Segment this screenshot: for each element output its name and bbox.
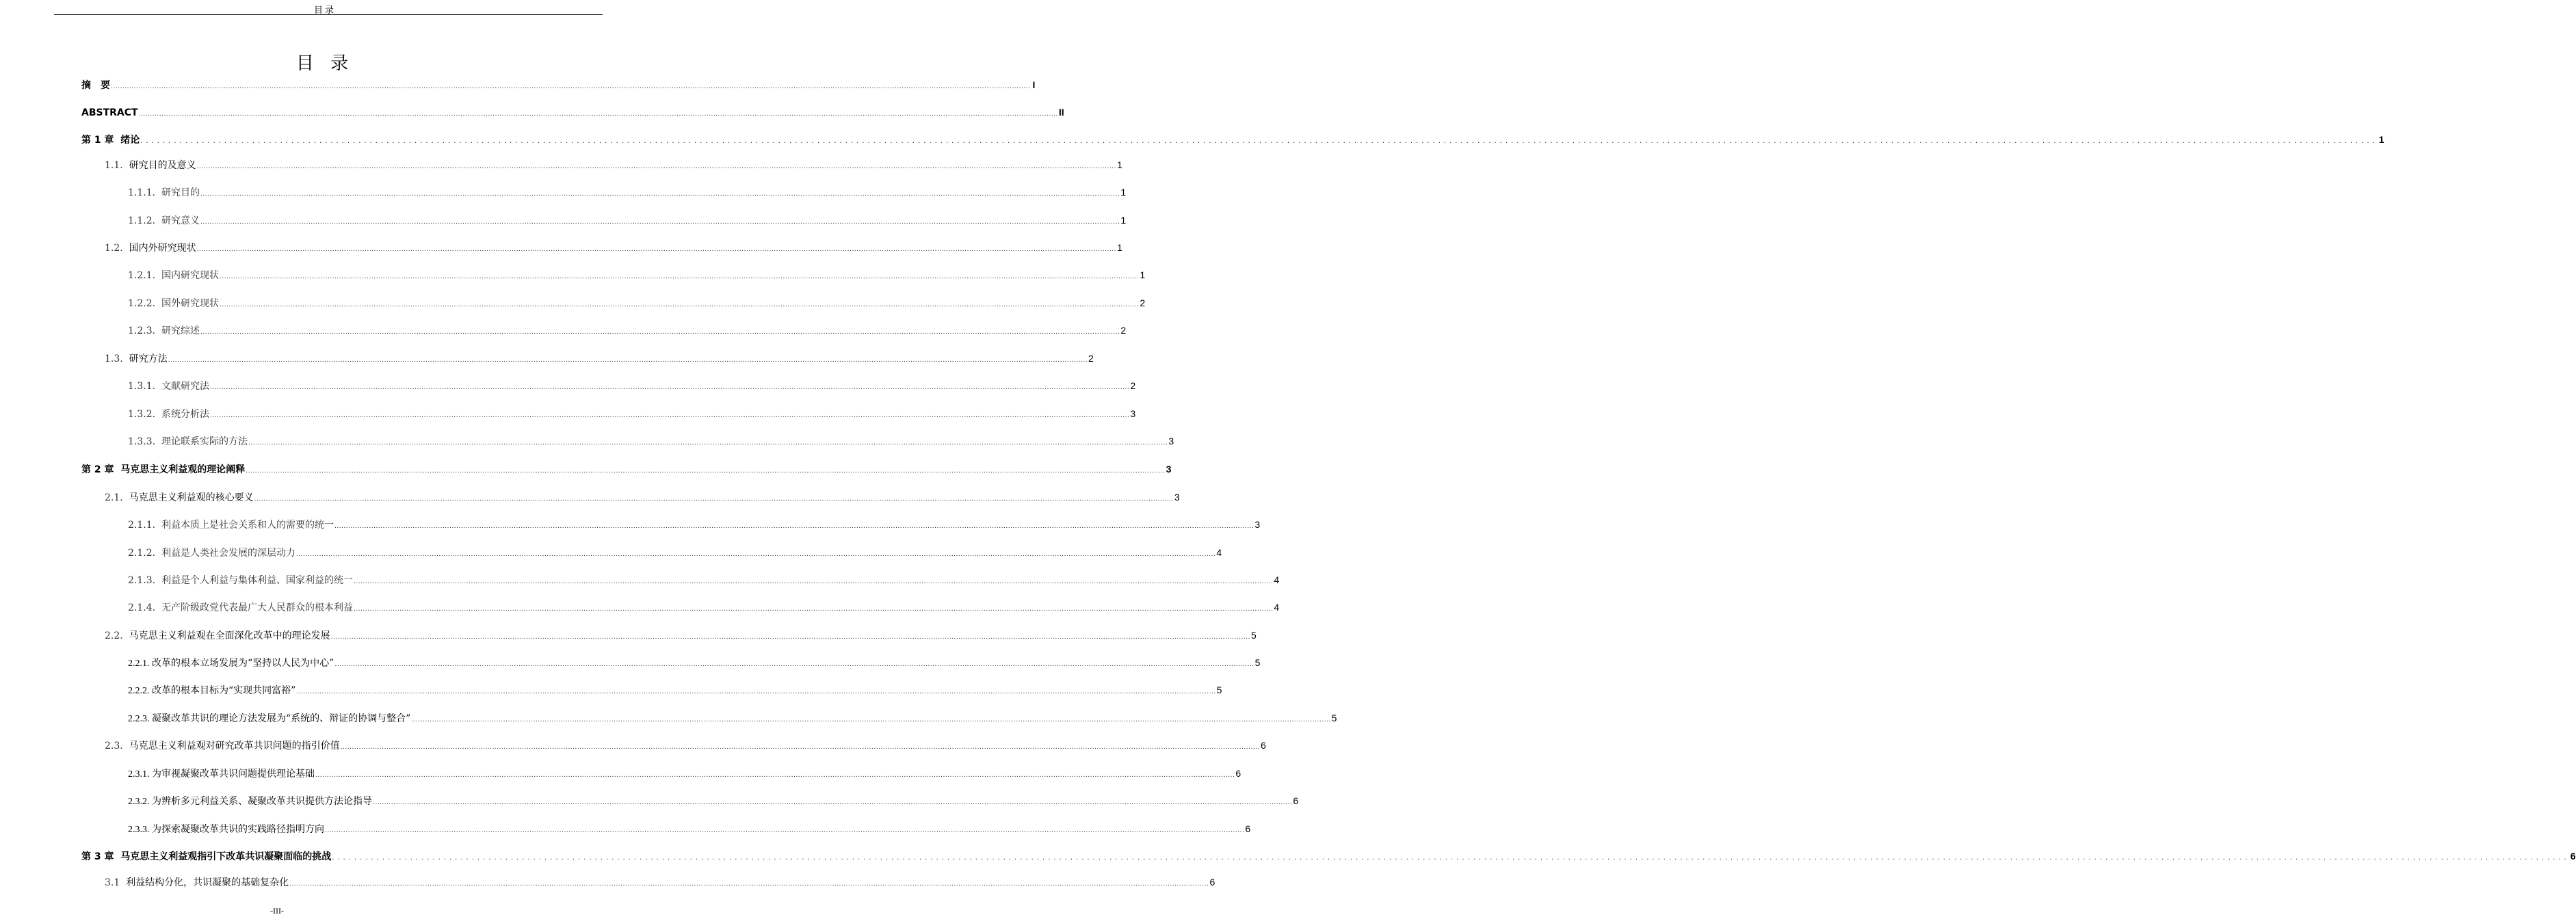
toc-entry-page: 1 [1140, 269, 1146, 280]
toc-entry-number: 1.3.2. [128, 409, 161, 420]
toc-entry-number: 1.3.1. [128, 381, 161, 392]
toc-entry[interactable] [0, 682, 1222, 697]
toc-entry[interactable] [0, 185, 1127, 200]
toc-entry[interactable] [0, 378, 1136, 393]
toc-entry-page: 3 [1166, 464, 1172, 475]
toc-dot-leader: ................................................................................................................................................................................................................................................................................................................................................................................................................ [325, 827, 1245, 834]
toc-dot-leader: ................................................................................................................................................................................................................................................................................................................................................................................................................ [334, 661, 1254, 668]
toc-entry-page: 3 [1174, 492, 1180, 503]
toc-entry-title: 系统分析法 [161, 409, 209, 420]
toc-dot-leader: ................................................................................................................................................................................................................................................................................................................................................................................................................ [332, 854, 2570, 862]
toc-entry-number: 2.1.1. [128, 520, 161, 531]
toc-entry-number: 第 1 章 [81, 135, 121, 146]
toc-dot-leader: ................................................................................................................................................................................................................................................................................................................................................................................................................ [111, 83, 1031, 90]
toc-dot-leader: ................................................................................................................................................................................................................................................................................................................................................................................................................ [353, 578, 1274, 585]
toc-entry-title: 无产阶级政党代表最广大人民群众的根本利益 [161, 602, 353, 613]
toc-entry[interactable] [0, 849, 2576, 864]
toc-entry-title: 马克思主义利益观的理论阐释 [120, 464, 246, 475]
toc-entry[interactable] [0, 821, 1251, 836]
toc-entry-title: 研究目的 [161, 187, 200, 198]
toc-entry-title: 马克思主义利益观对研究改革共识问题的指引价值 [129, 741, 340, 751]
toc-entry-title: 改革的根本目标为“实现共同富裕” [152, 685, 296, 696]
toc-entry[interactable] [0, 655, 1261, 670]
toc-entry[interactable] [0, 213, 1127, 228]
toc-entry-title: 利益结构分化，共识凝聚的基础复杂化 [126, 877, 289, 888]
toc-entry-title: 研究目的及意义 [129, 160, 196, 171]
toc-entry[interactable] [0, 105, 1064, 120]
toc-entry[interactable] [0, 267, 1146, 282]
toc-entry-title: 改革的根本立场发展为“坚持以人民为中心” [152, 658, 334, 669]
toc-entry[interactable] [0, 572, 1280, 587]
toc-entry-number: 1.1. [105, 160, 129, 171]
toc-dot-leader: ................................................................................................................................................................................................................................................................................................................................................................................................................ [219, 302, 1140, 308]
toc-entry-number: 2.1.3. [128, 575, 161, 586]
toc-entry-number: 2.1.4. [128, 602, 161, 613]
toc-entry-number: 1.3. [105, 354, 129, 364]
toc-entry[interactable] [0, 600, 1280, 615]
toc-entry-title: 研究意义 [161, 215, 200, 226]
toc-entry-page: 5 [1250, 630, 1257, 641]
toc-dot-leader: ................................................................................................................................................................................................................................................................................................................................................................................................................ [254, 496, 1174, 503]
toc-entry-page: 1 [1116, 242, 1122, 253]
toc-entry[interactable] [0, 132, 2384, 147]
toc-entry-title: 理论联系实际的方法 [161, 436, 248, 447]
toc-entry-number: 2.1. [105, 492, 129, 503]
toc-dot-leader: ................................................................................................................................................................................................................................................................................................................................................................................................................ [200, 329, 1120, 336]
toc-entry-number: 2.3.1. [128, 769, 152, 780]
toc-entry-number: 1.1.2. [128, 215, 161, 226]
toc-entry-page: 6 [1260, 740, 1266, 751]
toc-entry-title: 国内研究现状 [161, 270, 219, 281]
toc-entry[interactable] [0, 517, 1261, 532]
toc-entry-page: 2 [1130, 380, 1136, 391]
toc-entry-page: 4 [1274, 574, 1280, 585]
toc-entry[interactable] [0, 766, 1241, 781]
toc-entry[interactable] [0, 710, 1337, 725]
toc-dot-leader: ................................................................................................................................................................................................................................................................................................................................................................................................................ [200, 191, 1120, 198]
toc-entry-number: 第 2 章 [81, 464, 121, 475]
toc-entry-page: 3 [1130, 408, 1136, 419]
toc-dot-leader: ................................................................................................................................................................................................................................................................................................................................................................................................................ [334, 523, 1254, 530]
toc-entry-title: 摘 要 [81, 80, 110, 91]
toc-dot-leader: ................................................................................................................................................................................................................................................................................................................................................................................................................ [296, 689, 1216, 695]
toc-entry-title: 为探索凝聚改革共识的实践路径指明方向 [152, 824, 324, 835]
toc-dot-leader: ................................................................................................................................................................................................................................................................................................................................................................................................................ [140, 137, 2378, 145]
toc-dot-leader: ................................................................................................................................................................................................................................................................................................................................................................................................................ [411, 717, 1331, 723]
toc-entry[interactable] [0, 738, 1266, 753]
toc-entry-number: 1.3.3. [128, 436, 161, 447]
toc-entry-page: 4 [1274, 602, 1280, 613]
toc-entry[interactable] [0, 793, 1299, 808]
toc-entry-page: 3 [1168, 436, 1174, 447]
toc-entry-page: 4 [1216, 547, 1222, 558]
toc-entry-page: 2 [1120, 325, 1127, 336]
toc-entry-number: 2.3.2. [128, 797, 152, 807]
toc-entry-title: 马克思主义利益观在全面深化改革中的理论发展 [129, 630, 330, 641]
toc-entry-title: 国外研究现状 [161, 298, 219, 309]
toc-entry-number: 第 3 章 [81, 851, 121, 862]
toc-entry-title: 绪论 [120, 135, 140, 146]
toc-entry-page: 5 [1331, 712, 1337, 723]
toc-entry-title: 凝聚改革共识的理论方法发展为“系统的、辩证的协调与整合” [152, 713, 411, 724]
toc-entry[interactable] [0, 462, 1172, 477]
toc-dot-leader: ................................................................................................................................................................................................................................................................................................................................................................................................................ [209, 384, 1130, 391]
toc-entry[interactable] [0, 545, 1222, 560]
toc-entry[interactable] [0, 240, 1122, 255]
toc-entry-title: 研究综述 [161, 325, 200, 336]
toc-dot-leader: ................................................................................................................................................................................................................................................................................................................................................................................................................ [196, 246, 1116, 253]
toc-dot-leader: ................................................................................................................................................................................................................................................................................................................................................................................................................ [248, 440, 1168, 447]
toc-dot-leader: ................................................................................................................................................................................................................................................................................................................................................................................................................ [246, 468, 1166, 475]
toc-entry-page: 1 [2378, 134, 2384, 145]
toc-entry[interactable] [0, 323, 1127, 338]
toc-entry-number: 2.3. [105, 741, 129, 751]
toc-entry-page: 6 [1245, 823, 1251, 834]
toc-entry-number: 1.2.2. [128, 298, 161, 309]
toc-entry-page: 6 [1209, 877, 1215, 888]
toc-entry-page: 2 [1140, 297, 1146, 308]
toc-entry-title: 文献研究法 [161, 381, 209, 392]
toc-entry-page: 6 [2570, 851, 2576, 862]
toc-entry-number: 2.3.3. [128, 825, 152, 835]
toc-entry-title: 利益本质上是社会关系和人的需要的统一 [161, 520, 334, 531]
page-number-footer: -III- [270, 906, 284, 916]
toc-title: 目 录 [295, 53, 354, 74]
toc-entry-title: 国内外研究现状 [129, 243, 196, 254]
toc-entry-title: ABSTRACT [81, 107, 138, 118]
toc-dot-leader: ................................................................................................................................................................................................................................................................................................................................................................................................................ [373, 799, 1293, 806]
toc-dot-leader: ................................................................................................................................................................................................................................................................................................................................................................................................................ [209, 412, 1130, 419]
toc-dot-leader: ................................................................................................................................................................................................................................................................................................................................................................................................................ [330, 634, 1250, 641]
toc-entry[interactable] [0, 628, 1257, 643]
toc-entry-title: 为审视凝聚改革共识问题提供理论基础 [152, 769, 315, 780]
toc-entry-title: 马克思主义利益观的核心要义 [129, 492, 254, 503]
toc-dot-leader: ................................................................................................................................................................................................................................................................................................................................................................................................................ [219, 274, 1140, 280]
toc-entry-page: 1 [1120, 215, 1127, 226]
toc-dot-leader: ................................................................................................................................................................................................................................................................................................................................................................................................................ [340, 744, 1260, 751]
toc-entry-page: 6 [1293, 795, 1299, 806]
toc-entry-page: 3 [1254, 519, 1261, 530]
toc-entry[interactable] [0, 434, 1174, 449]
toc-entry-title: 利益是人类社会发展的深层动力 [161, 548, 295, 559]
toc-entry-title: 利益是个人利益与集体利益、国家利益的统一 [161, 575, 353, 586]
toc-entry-page: I [1032, 79, 1036, 90]
toc-entry-page: 6 [1235, 768, 1241, 779]
toc-dot-leader: ................................................................................................................................................................................................................................................................................................................................................................................................................ [138, 111, 1058, 118]
toc-entry-number: 2.2.1. [128, 658, 152, 669]
toc-dot-leader: ................................................................................................................................................................................................................................................................................................................................................................................................................ [168, 357, 1088, 364]
toc-entry-page: II [1058, 107, 1064, 118]
toc-entry[interactable] [0, 77, 1036, 92]
toc-entry-number: 1.1.1. [128, 187, 161, 198]
toc-entry-number: 2.2.3. [128, 714, 152, 724]
toc-dot-leader: ................................................................................................................................................................................................................................................................................................................................................................................................................ [196, 163, 1116, 170]
toc-entry-number: 1.2.3. [128, 325, 161, 336]
toc-entry-number: 2.2.2. [128, 686, 152, 696]
toc-dot-leader: ................................................................................................................................................................................................................................................................................................................................................................................................................ [295, 551, 1216, 558]
toc-entry-title: 马克思主义利益观指引下改革共识凝聚面临的挑战 [120, 851, 332, 862]
toc-entry[interactable] [0, 295, 1146, 310]
toc-dot-leader: ................................................................................................................................................................................................................................................................................................................................................................................................................ [315, 772, 1235, 779]
toc-entry-number: 1.2. [105, 243, 129, 254]
toc-entry-number: 3.1 [105, 877, 127, 888]
toc-entry[interactable] [0, 157, 1122, 172]
toc-entry-number: 2.2. [105, 630, 129, 641]
toc-entry-page: 1 [1120, 187, 1127, 198]
toc-entry-number: 1.2.1. [128, 270, 161, 281]
toc-entry-number: 2.1.2. [128, 548, 161, 559]
running-header: 目录 [313, 5, 336, 16]
toc-entry-page: 2 [1088, 353, 1094, 364]
toc-entry-title: 为辨析多元利益关系、凝聚改革共识提供方法论指导 [152, 796, 372, 807]
toc-entry-page: 5 [1216, 684, 1222, 695]
toc-dot-leader: ................................................................................................................................................................................................................................................................................................................................................................................................................ [200, 219, 1120, 226]
toc-entry[interactable] [0, 351, 1094, 366]
toc-entry-page: 1 [1116, 159, 1122, 170]
toc-dot-leader: ................................................................................................................................................................................................................................................................................................................................................................................................................ [353, 606, 1274, 613]
toc-entry[interactable] [0, 406, 1136, 421]
toc-entry[interactable] [0, 875, 1215, 890]
toc-dot-leader: ................................................................................................................................................................................................................................................................................................................................................................................................................ [289, 881, 1209, 888]
toc-entry-page: 5 [1254, 657, 1261, 668]
toc-entry[interactable] [0, 490, 1180, 505]
toc-entry-title: 研究方法 [129, 354, 168, 364]
